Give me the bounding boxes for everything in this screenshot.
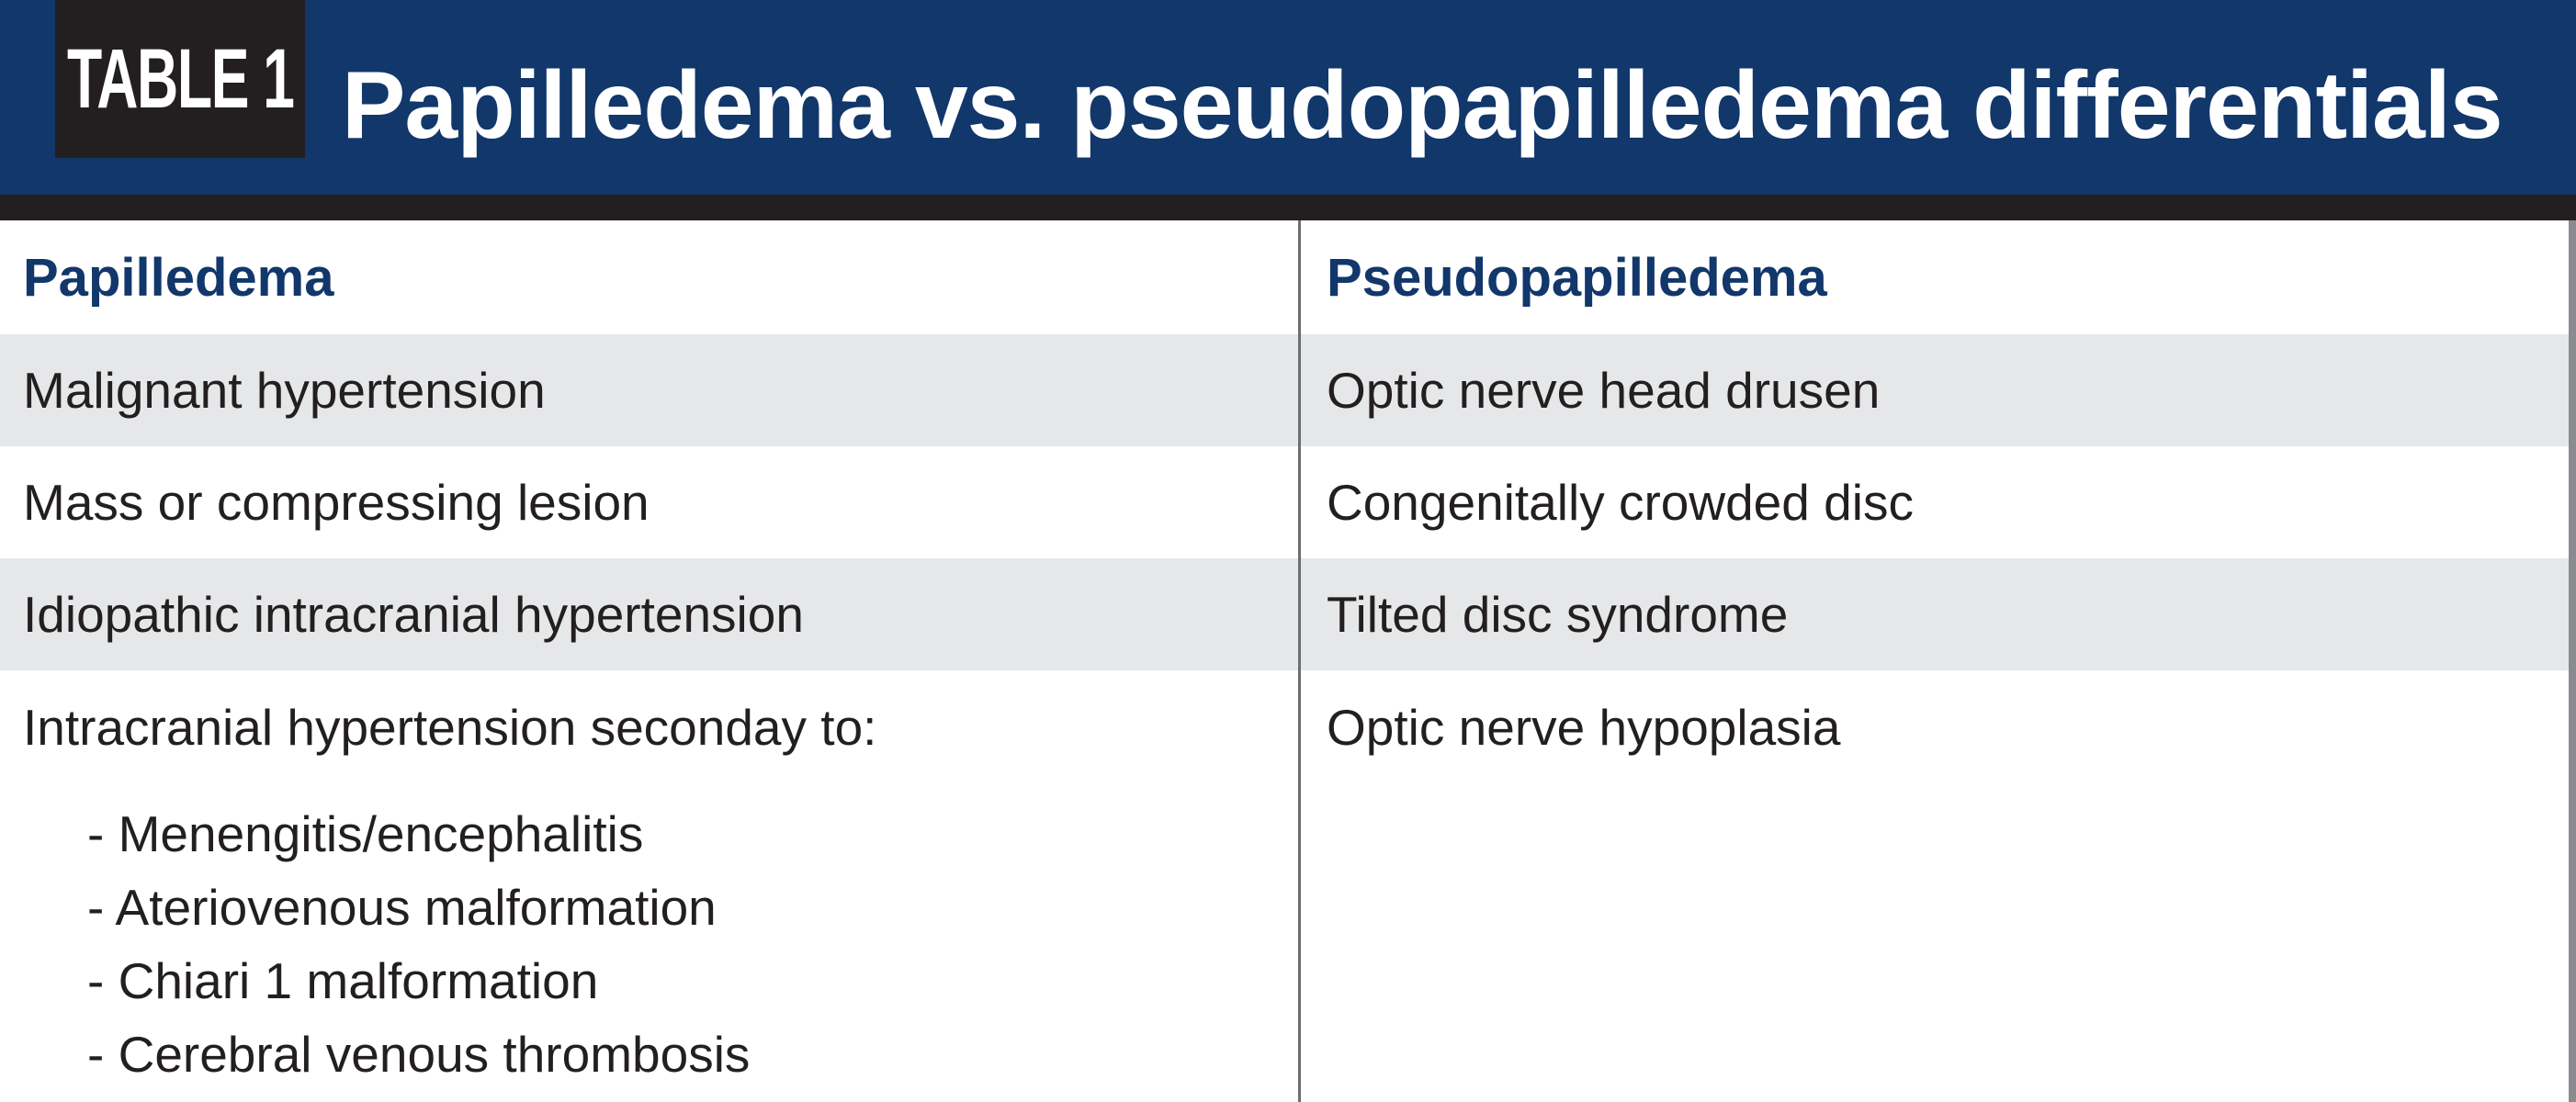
- title-banner: [0, 0, 2576, 195]
- header-cell-pseudopapilledema: [1327, 220, 2558, 334]
- list-item: - Cerebral venous thrombosis: [87, 1026, 751, 1083]
- column-header: Pseudopapilledema: [1327, 247, 1827, 308]
- table-number-label: TABLE 1: [66, 31, 294, 126]
- table-right-edge: [2569, 220, 2576, 1102]
- cell-text: Congenitally crowded disc: [1327, 474, 1914, 531]
- table-row: [0, 446, 2569, 558]
- table-row: [0, 670, 2569, 1102]
- table-header-row: [0, 220, 2569, 334]
- table-cell: [23, 670, 1282, 1102]
- table-row: [0, 558, 2569, 670]
- cell-text: Tilted disc syndrome: [1327, 586, 1789, 643]
- table-row: [0, 334, 2569, 446]
- table-cell: [23, 334, 1282, 446]
- table-title: Papilledema vs. pseudopapilledema differentials: [342, 52, 2503, 159]
- list-item: - Menengitis/encephalitis: [87, 805, 644, 862]
- list-item: - Chiari 1 malformation: [87, 952, 599, 1009]
- cell-text: Intracranial hypertension seconday to:: [23, 699, 877, 756]
- list-item: - Ateriovenous malformation: [87, 879, 717, 936]
- table-number-tag: [55, 0, 305, 158]
- table-cell: [1327, 670, 2558, 1102]
- table-cell: [1327, 334, 2558, 446]
- table-cell: [23, 446, 1282, 558]
- cell-text: Malignant hypertension: [23, 362, 546, 419]
- table-cell: [1327, 446, 2558, 558]
- table-cell: [1327, 558, 2558, 670]
- cell-text: Idiopathic intracranial hypertension: [23, 586, 804, 643]
- cell-text: Optic nerve head drusen: [1327, 362, 1881, 419]
- cause-sublist: [87, 797, 750, 1091]
- column-header: Papilledema: [23, 247, 334, 308]
- cell-text: Mass or compressing lesion: [23, 474, 650, 531]
- column-divider: [1298, 220, 1301, 1102]
- title-divider: [0, 195, 2576, 220]
- header-cell-papilledema: [23, 220, 1282, 334]
- table-cell: [23, 558, 1282, 670]
- cell-text: Optic nerve hypoplasia: [1327, 699, 1841, 756]
